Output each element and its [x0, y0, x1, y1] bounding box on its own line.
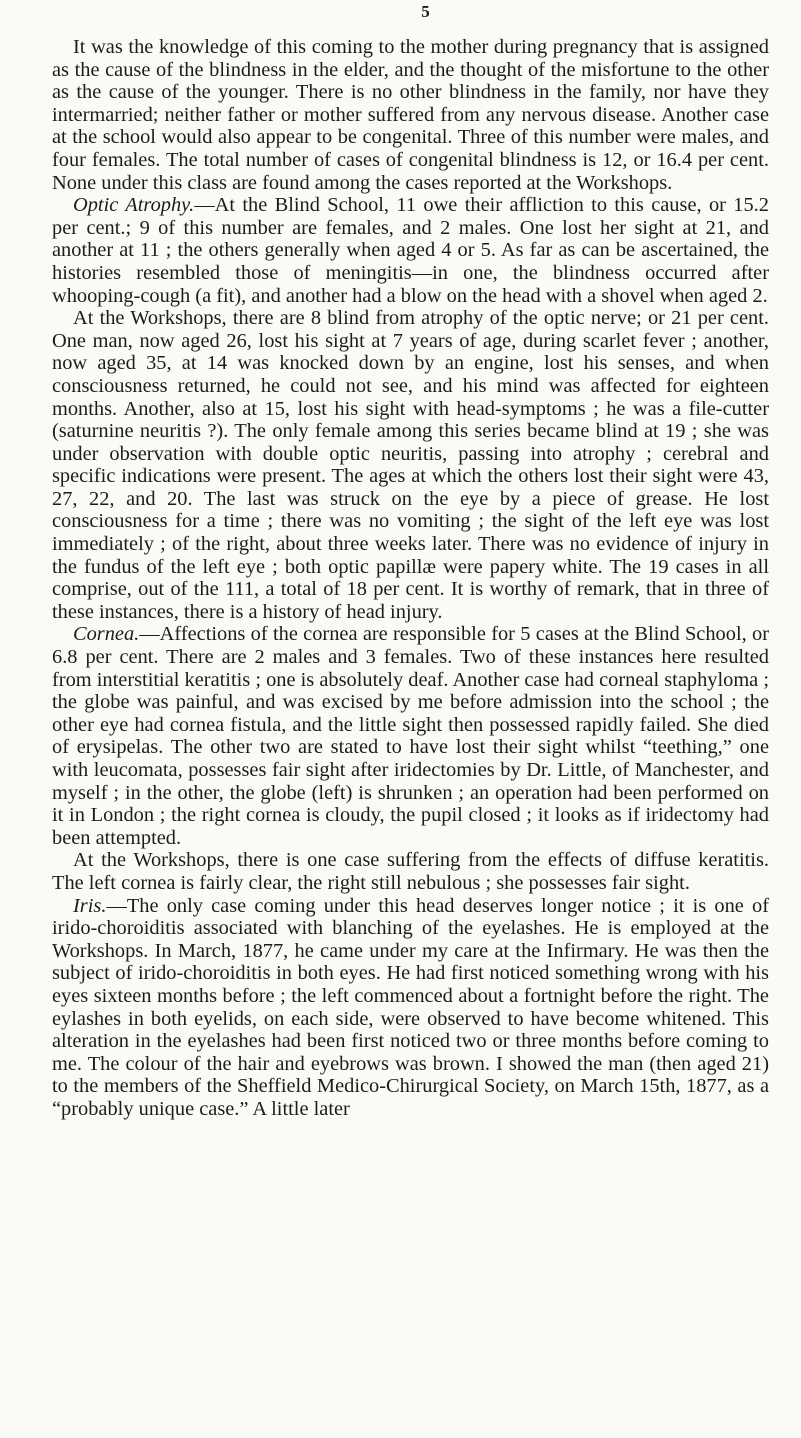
paragraph-text: —The only case coming under this head deserves longer notice ; it is one of irido-choroiditis associated with blanching of the eyelashes. He is employed at the Workshops. In March, 1877, he came under my care at the Infirmary. He was then the subject of irido-choroiditis in both eyes. He had first noticed something wrong with his eyes sixteen months before ; the left commenced about a fortnight before the right. The eylashes in both eyelids, on each side, were observed to have become whitened. This alteration in the eyelashes had been first noticed two or three months before coming to me. The colour of the hair and eyebrows was brown. I showed the man (then aged 21) to the members of the Sheffield Medico-Chirurgical Society, on March 15th, 1877, as a “probably unique case.” A little later [52, 894, 769, 1120]
paragraph-text: —At the Blind School, 11 owe their affliction to this cause, or 15.2 per cent.; 9 of this number are females, and 2 males. One lost her sight at 21, and another at 11 ; the others generally when aged 4 or 5. As far as can be ascertained, the histories resembled those of meningitis—in one, the blindness occurred after whooping-cough (a fit), and another had a blow on the head with a shovel when aged 2. [52, 194, 769, 307]
section-heading-iris: Iris. [73, 894, 107, 917]
paragraph-congenital [52, 36, 769, 194]
paragraph-text: At the Workshops, there is one case suffering from the effects of diffuse keratitis. The left cornea is fairly clear, the right still nebulous ; she possesses fair sight. [52, 849, 769, 894]
paragraph-text: It was the knowledge of this coming to the mother during pregnancy that is assigned as the cause of the blindness in the elder, and the thought of the misfortune to the other as the cause of the younger. There is no other blindness in the family, nor have they intermarried; neither father or mother suffered from any nervous disease. Another case at the school would also appear to be congenital. Three of this number were males, and four females. The total number of cases of congenital blindness is 12, or 16.4 per cent. None under this class are found among the cases reported at the Workshops. [52, 36, 769, 194]
section-heading-optic-atrophy: Optic Atrophy. [73, 194, 195, 217]
paragraph-text: —Affections of the cornea are responsible for 5 cases at the Blind School, or 6.8 per cent. There are 2 males and 3 females. Two of these instances here resulted from interstitial keratitis ; one is absolutely deaf. Another case had corneal staphyloma ; the globe was painful, and was excised by me before admission into the school ; the other eye had cornea fistula, and the little sight then possessed rapidly failed. She died of erysipelas. The other two are stated to have lost their sight whilst “teething,” one with leucomata, possesses fair sight after iridectomies by Dr. Little, of Manchester, and myself ; in the other, the globe (left) is shrunken ; an operation had been performed on it in London ; the right cornea is cloudy, the pupil closed ; it looks as if iridectomy had been attempted. [52, 623, 769, 849]
paragraph-optic-atrophy [52, 194, 769, 307]
section-heading-cornea: Cornea. [73, 623, 140, 646]
paragraph-workshops-keratitis [52, 849, 769, 894]
paragraph-cornea [52, 623, 769, 849]
paragraph-text: At the Workshops, there are 8 blind from atrophy of the optic nerve; or 21 per cent. One man, now aged 26, lost his sight at 7 years of age, during scarlet fever ; another, now aged 35, at 14 was knocked down by an engine, lost his senses, and when consciousness returned, he could not see, and his mind was affected for eighteen months. Another, also at 15, lost his sight with head-symptoms ; he was a file-cutter (saturnine neuritis ?). The only female among this series became blind at 19 ; she was under observation with double optic neuritis, passing into atrophy ; cerebral and specific indications were present. The ages at which the others lost their sight were 43, 27, 22, and 20. The last was struck on the eye by a piece of grease. He lost consciousness for a time ; there was no vomiting ; the sight of the left eye was lost immediately ; of the right, about three weeks later. There was no evidence of injury in the fundus of the left eye ; both optic papillæ were papery white. The 19 cases in all comprise, out of the 111, a total of 18 per cent. It is worthy of remark, that in three of these instances, there is a history of head injury. [52, 307, 769, 623]
paragraph-workshops-atrophy [52, 307, 769, 623]
page-number: 5 [421, 2, 430, 21]
paragraph-iris [52, 895, 769, 1121]
